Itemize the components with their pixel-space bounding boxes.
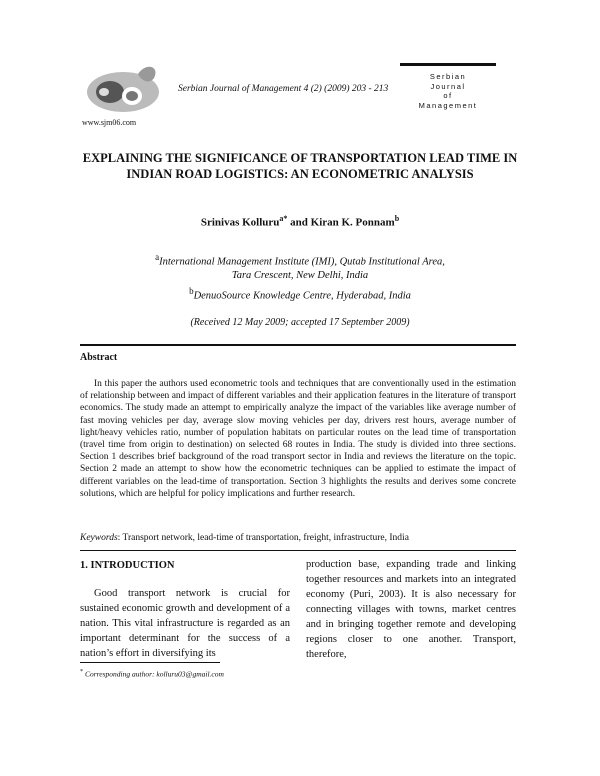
body-column-right: production base, expanding trade and linking together resources and markets into an integrated economy (Puri, 2003). It is also necessary for connecting villages with towns, market centres and in bringing together remote and developing regions closer to one another. Transport, therefore, xyxy=(306,559,516,660)
abstract-heading: Abstract xyxy=(80,352,118,363)
received-dates: (Received 12 May 2009; accepted 17 September 2009) xyxy=(190,317,410,328)
keywords xyxy=(80,533,516,543)
footnote-mark: * xyxy=(80,668,84,675)
journal-name-block xyxy=(400,72,496,110)
section-heading: 1. INTRODUCTION xyxy=(80,560,175,571)
author-affiliation-mark: b xyxy=(394,214,400,223)
journal-name-line: Management xyxy=(418,100,478,110)
journal-name-line: Journal xyxy=(430,81,466,91)
affiliation-mark: a xyxy=(155,252,160,262)
keywords-label: Keywords xyxy=(80,533,118,543)
author-affiliation-mark: a* xyxy=(279,214,288,223)
header-rule xyxy=(400,63,496,66)
article-title: EXPLAINING THE SIGNIFICANCE OF TRANSPORTATION LEAD TIME IN INDIAN ROAD LOGISTICS: AN ECONOMETRIC ANALYSIS xyxy=(82,151,518,181)
footnote-text: Corresponding author: kolluru03@gmail.com xyxy=(83,669,224,679)
journal-citation: Serbian Journal of Management 4 (2) (2009) 203 - 213 xyxy=(178,84,389,94)
author-name: Srinivas Kolluru xyxy=(200,216,280,229)
section-rule xyxy=(80,344,516,346)
journal-name-line: Serbian xyxy=(429,72,467,81)
abstract-text: In this paper the authors used econometric tools and techniques that are conventionally used in the estimation of relationship between and impact of different variables and their application features in the literature of transport economics. The study made an attempt to empirically analyze the impact of the variables like average number of fast moving vehicles per day, average slow moving vehicles per day, drivers rest hours, average number of light/heavy vehicles ratio, number of population habitats on particular routes on the lead time of transportation (travel time from origin to destination) on selected 68 routes in India. The study is divided into three sections. Section 1 describes brief background of the road transport sector in India and reviews the literature on the topic. Section 2 made an attempt to show how the econometric techniques can be applied to estimate the impact of different variables on the lead-time of transportation. Section 3 highlights the results and derives some concrete solutions, which are helpful for policy implications and further research. xyxy=(80,379,516,499)
affiliation-mark: b xyxy=(189,286,194,296)
affiliation-a xyxy=(60,251,540,282)
journal-name-line: of xyxy=(443,91,453,100)
journal-logo xyxy=(80,58,166,118)
footnote-rule xyxy=(80,662,220,663)
affiliation-line: DenuoSource Knowledge Centre, Hyderabad, India xyxy=(193,290,411,302)
footnote xyxy=(80,668,224,679)
affiliation-line: International Management Institute (IMI), Qutab Institutional Area, xyxy=(159,256,445,268)
body-column-left: Good transport network is crucial for sustained economic growth and development of a nation. This vital infrastructure is regarded as an important determinant for the success of a nation’s effort in diversifying its xyxy=(80,588,290,659)
keywords-rule xyxy=(80,550,516,551)
keywords-list: : Transport network, lead-time of transportation, freight, infrastructure, India xyxy=(117,533,409,543)
author-line xyxy=(60,214,540,229)
author-separator: and xyxy=(287,216,311,229)
affiliation-line: Tara Crescent, New Delhi, India xyxy=(231,269,369,281)
affiliation-b xyxy=(60,285,540,303)
journal-website[interactable]: www.sjm06.com xyxy=(82,118,137,127)
author-name: Kiran K. Ponnam xyxy=(310,216,395,229)
